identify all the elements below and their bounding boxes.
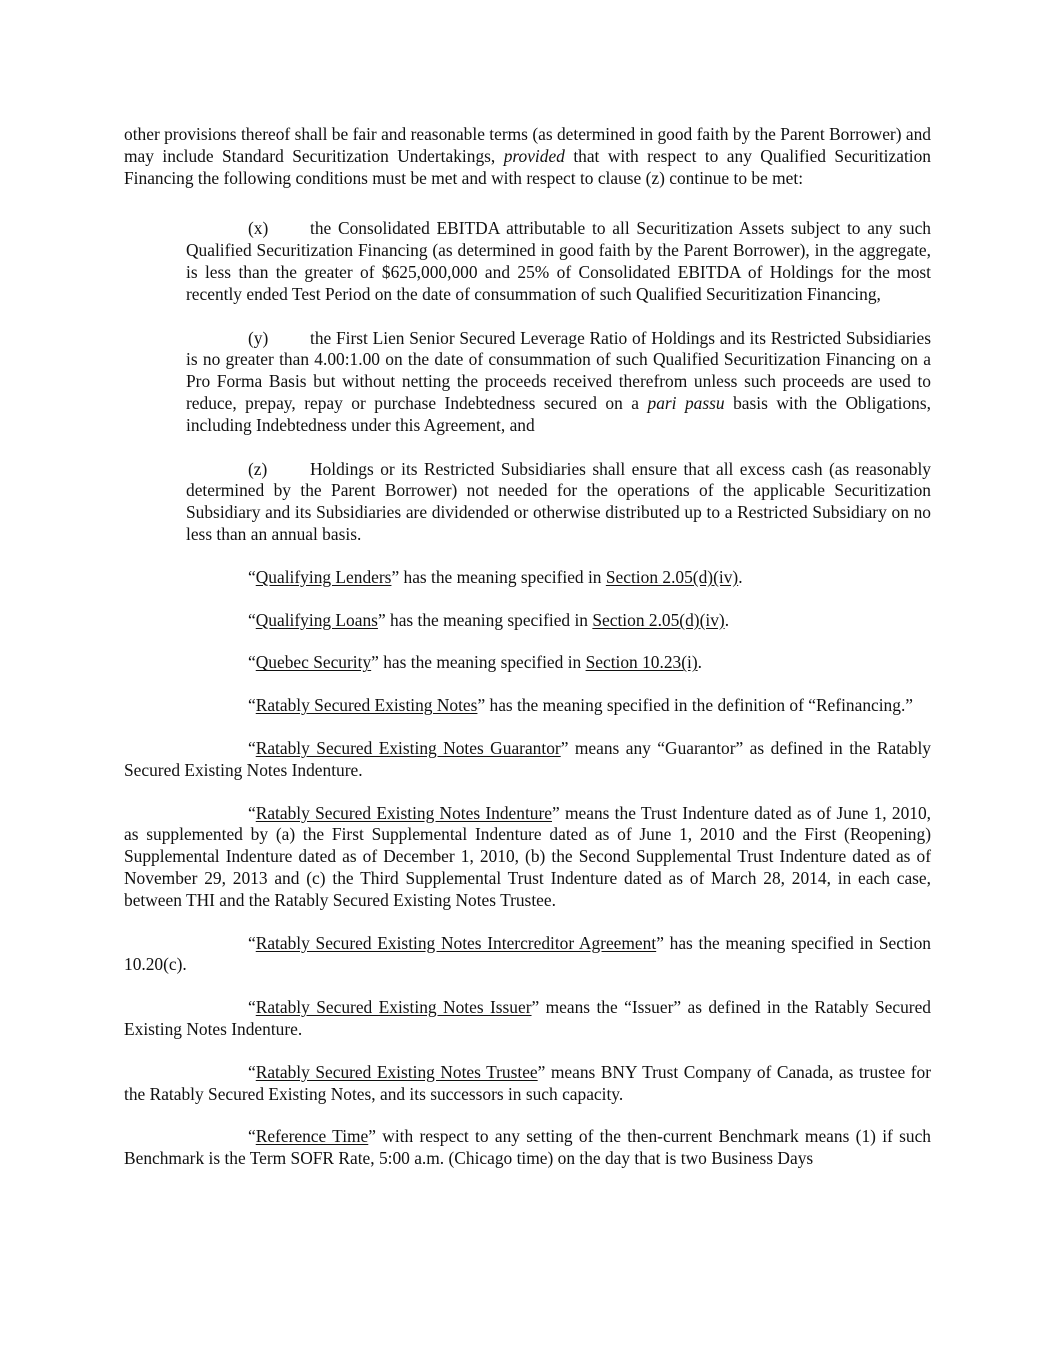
clause-y-text-before: the First Lien Senior Secured Leverage Ratio of Holdings and its Restricted Subsidiaries is no greater than 4.00:1.00 on the date of consummation of such Qualified Securitization Financing on a Pro Forma Basis but without netting the proceeds received therefrom unless such proceeds are used to reduce, prepay, repay or purchase Indebtedness secured on a xyxy=(186,327,931,413)
definition-notes-guarantor: “Ratably Secured Existing Notes Guarantor” means any “Guarantor” as defined in the Ratably Secured Existing Notes Indenture. xyxy=(124,737,931,780)
term-notes-guarantor: Ratably Secured Existing Notes Guarantor xyxy=(255,737,561,758)
section-ref-link: Section 2.05(d)(iv) xyxy=(592,609,725,630)
definition-notes-indenture: “Ratably Secured Existing Notes Indenture” means the Trust Indenture dated as of June 1, 2010, as supplemented by (a) the First Supplemental Indenture dated as of June 1, 2010 and the First (Reopening) Supplemental Indenture dated as of December 1, 2010, (b) the Second Supplemental Trust Indenture dated as of November 29, 2013 and (c) the Third Supplemental Trust Indenture dated as of March 28, 2014, in each case, between THI and the Ratably Secured Existing Notes Trustee. xyxy=(124,802,931,910)
clause-z xyxy=(186,459,931,546)
intro-provided-italic: provided xyxy=(503,145,565,166)
clause-z-text: Holdings or its Restricted Subsidiaries shall ensure that all excess cash (as reasonably determined by the Parent Borrower) not needed for the operations of the applicable Securitization Subsidiary and its Subsidiaries are dividended or otherwise distributed up to a Restricted Subsidiary on no less than an annual basis. xyxy=(186,458,931,544)
term-qualifying-lenders: Qualifying Lenders xyxy=(255,566,392,587)
definition-text: ” with respect to any setting of the then-current Benchmark means (1) if such Benchmark is the Term SOFR Rate, 5:00 a.m. (Chicago time) on the day that is two Business Days xyxy=(124,1126,932,1169)
definition-qualifying-lenders: “Qualifying Lenders” has the meaning specified in Section 2.05(d)(iv). xyxy=(248,566,743,587)
clause-x xyxy=(186,218,931,305)
intro-text-before: other provisions thereof shall be fair and reasonable terms (as determined in good faith by the Parent Borrower) and may include Standard Securitization Undertakings, xyxy=(124,124,931,166)
definition-text: ” means the Trust Indenture dated as of June 1, 2010, as supplemented by (a) the First Supplemental Indenture dated as of June 1, 2010 and the First (Reopening) Supplemental Indenture dated as of December 1, 2010, (b) the Second Supplemental Trust Indenture dated as of November 29, 2013 and (c) the Third Supplemental Trust Indenture dated as of March 28, 2014, in each case, between THI and the Ratably Secured Existing Notes Trustee. xyxy=(124,802,931,910)
term-quebec-security: Quebec Security xyxy=(255,652,372,673)
clause-y-italic: pari passu xyxy=(647,392,725,413)
definition-end: . xyxy=(738,566,743,587)
definition-text: ” has the meaning specified in xyxy=(371,652,586,673)
definition-text: ” means any “Guarantor” as defined in the Ratably Secured Existing Notes Indenture. xyxy=(124,737,931,780)
clause-x-text: the Consolidated EBITDA attributable to all Securitization Assets subject to any such Qualified Securitization Financing (as determined in good faith by the Parent Borrower), in the aggregate, is less than the greater of $625,000,000 and 25% of Consolidated EBITDA of Holdings for the most recently ended Test Period on the date of consummation of such Qualified Securitization Financing, xyxy=(186,218,931,304)
term-qualifying-loans: Qualifying Loans xyxy=(255,609,378,630)
term-notes-intercreditor-agreement: Ratably Secured Existing Notes Intercreditor Agreement xyxy=(255,932,657,953)
definition-end: . xyxy=(697,652,702,673)
definition-quebec-security: “Quebec Security” has the meaning specified in Section 10.23(i). xyxy=(248,652,702,673)
definition-notes-trustee: “Ratably Secured Existing Notes Trustee” means BNY Trust Company of Canada, as trustee for the Ratably Secured Existing Notes, and its successors in such capacity. xyxy=(124,1061,931,1104)
clause-y-text-after: basis with the Obligations, including Indebtedness under this Agreement, and xyxy=(186,392,931,435)
definition-text: ” has the meaning specified in Section 10.20(c). xyxy=(124,932,931,975)
definition-qualifying-loans: “Qualifying Loans” has the meaning specified in Section 2.05(d)(iv). xyxy=(248,609,730,630)
intro-text-after: that with respect to any Qualified Securitization Financing the following conditions must be met and with respect to clause (z) continue to be met: xyxy=(124,145,931,188)
clause-z-label: (z) xyxy=(248,458,268,479)
definition-reference-time: “Reference Time” with respect to any setting of the then-current Benchmark means (1) if such Benchmark is the Term SOFR Rate, 5:00 a.m. (Chicago time) on the day that is two Business Days xyxy=(124,1126,932,1169)
definition-notes-intercreditor-agreement: “Ratably Secured Existing Notes Intercreditor Agreement” has the meaning specified in Section 10.20(c). xyxy=(124,932,931,975)
intro-paragraph xyxy=(124,124,931,189)
definition-notes-issuer: “Ratably Secured Existing Notes Issuer” means the “Issuer” as defined in the Ratably Secured Existing Notes Indenture. xyxy=(124,997,931,1039)
definition-text: ” means BNY Trust Company of Canada, as trustee for the Ratably Secured Existing Notes, and its successors in such capacity. xyxy=(124,1061,931,1104)
definition-text: ” has the meaning specified in xyxy=(391,566,606,587)
definition-text: ” means the “Issuer” as defined in the Ratably Secured Existing Notes Indenture. xyxy=(124,997,931,1039)
term-notes-issuer: Ratably Secured Existing Notes Issuer xyxy=(255,997,532,1018)
definition-text: ” has the meaning specified in xyxy=(377,609,593,630)
term-notes-indenture: Ratably Secured Existing Notes Indenture xyxy=(255,802,553,823)
clause-y xyxy=(186,328,931,437)
clause-y-label: (y) xyxy=(248,327,269,348)
term-reference-time: Reference Time xyxy=(255,1126,369,1147)
document-page xyxy=(124,124,931,1191)
term-notes-trustee: Ratably Secured Existing Notes Trustee xyxy=(255,1061,538,1082)
section-ref-link: Section 10.23(i) xyxy=(585,652,698,673)
definition-end: . xyxy=(724,609,730,630)
clause-x-label: (x) xyxy=(248,218,269,239)
section-ref-link: Section 2.05(d)(iv) xyxy=(605,566,739,587)
definition-text: ” has the meaning specified in the definition of “Refinancing.” xyxy=(477,695,914,716)
term-ratably-secured-existing-notes: Ratably Secured Existing Notes xyxy=(255,695,478,716)
definition-ratably-secured-existing-notes: “Ratably Secured Existing Notes” has the meaning specified in the definition of “Refinancing.” xyxy=(248,695,914,716)
